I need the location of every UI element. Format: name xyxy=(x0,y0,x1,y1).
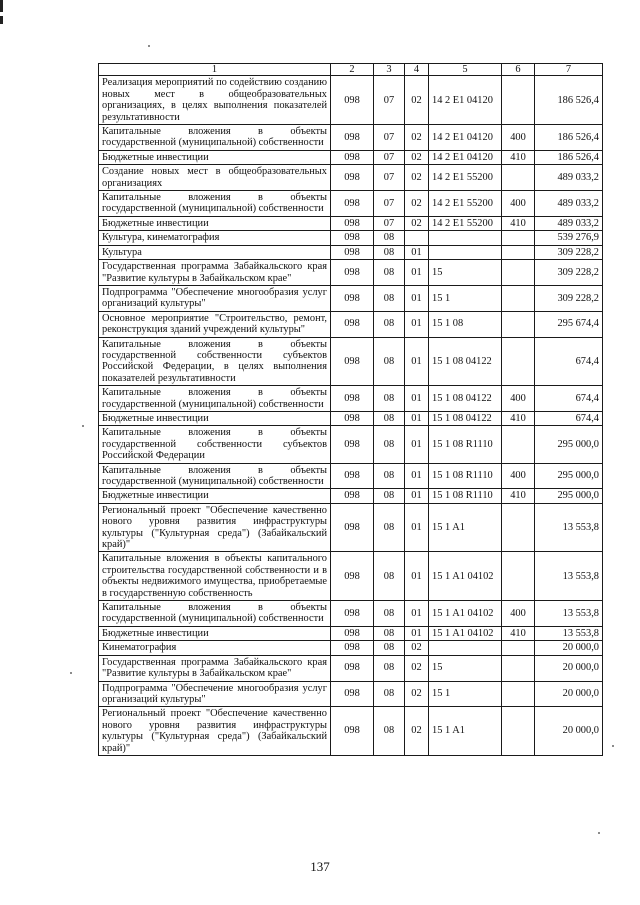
target-article-cell: 14 2 E1 55200 xyxy=(429,191,502,217)
amount-cell: 295 000,0 xyxy=(535,489,603,503)
amount-cell: 186 526,4 xyxy=(535,150,603,164)
target-article-cell: 15 1 A1 xyxy=(429,707,502,756)
table-row xyxy=(99,552,603,601)
ministry-code-cell: 098 xyxy=(331,681,374,707)
subsection-code-cell: 01 xyxy=(405,245,429,259)
target-article-cell: 15 1 08 R1110 xyxy=(429,489,502,503)
ministry-code-cell: 098 xyxy=(331,386,374,412)
amount-cell: 13 553,8 xyxy=(535,626,603,640)
section-code-cell: 08 xyxy=(374,626,405,640)
subsection-code-cell: 01 xyxy=(405,601,429,627)
target-article-cell xyxy=(429,245,502,259)
amount-cell: 20 000,0 xyxy=(535,655,603,681)
expense-type-cell: 410 xyxy=(502,626,535,640)
expense-type-cell xyxy=(502,655,535,681)
subsection-code-cell: 02 xyxy=(405,655,429,681)
ministry-code-cell: 098 xyxy=(331,231,374,245)
amount-cell: 20 000,0 xyxy=(535,641,603,655)
subsection-code-cell: 01 xyxy=(405,260,429,286)
row-name-cell: Региональный проект "Обеспечение качественно нового уровня развития инфраструктуры культуры ("Культурная среда") (Забайкальский край)" xyxy=(99,707,331,756)
expense-type-cell xyxy=(502,245,535,259)
subsection-code-cell: 02 xyxy=(405,681,429,707)
section-code-cell: 08 xyxy=(374,337,405,386)
expense-type-cell xyxy=(502,503,535,552)
subsection-code-cell: 02 xyxy=(405,191,429,217)
ministry-code-cell: 098 xyxy=(331,245,374,259)
amount-cell: 295 000,0 xyxy=(535,463,603,489)
ministry-code-cell: 098 xyxy=(331,216,374,230)
column-header: 5 xyxy=(429,64,502,76)
scan-speck xyxy=(82,425,84,427)
amount-cell: 489 033,2 xyxy=(535,216,603,230)
subsection-code-cell: 01 xyxy=(405,386,429,412)
ministry-code-cell: 098 xyxy=(331,552,374,601)
section-code-cell: 07 xyxy=(374,216,405,230)
row-name-cell: Подпрограмма "Обеспечение многообразия услуг организаций культуры" xyxy=(99,681,331,707)
expense-type-cell xyxy=(502,337,535,386)
target-article-cell: 15 xyxy=(429,260,502,286)
table-row xyxy=(99,655,603,681)
ministry-code-cell: 098 xyxy=(331,165,374,191)
column-header: 2 xyxy=(331,64,374,76)
row-name-cell: Капитальные вложения в объекты государственной (муниципальной) собственности xyxy=(99,125,331,151)
scan-speck xyxy=(598,832,600,834)
table-row xyxy=(99,601,603,627)
amount-cell: 20 000,0 xyxy=(535,681,603,707)
table-row xyxy=(99,641,603,655)
ministry-code-cell: 098 xyxy=(331,601,374,627)
target-article-cell: 15 1 A1 04102 xyxy=(429,626,502,640)
expense-type-cell xyxy=(502,285,535,311)
section-code-cell: 08 xyxy=(374,311,405,337)
target-article-cell: 15 1 A1 04102 xyxy=(429,601,502,627)
section-code-cell: 08 xyxy=(374,231,405,245)
row-name-cell: Бюджетные инвестиции xyxy=(99,489,331,503)
ministry-code-cell: 098 xyxy=(331,150,374,164)
table-row xyxy=(99,76,603,125)
subsection-code-cell: 02 xyxy=(405,641,429,655)
row-name-cell: Бюджетные инвестиции xyxy=(99,150,331,164)
subsection-code-cell: 01 xyxy=(405,503,429,552)
target-article-cell: 15 1 08 R1110 xyxy=(429,463,502,489)
page-number: 137 xyxy=(310,859,330,874)
table-row xyxy=(99,463,603,489)
ministry-code-cell: 098 xyxy=(331,707,374,756)
expense-type-cell: 400 xyxy=(502,191,535,217)
target-article-cell: 15 1 08 04122 xyxy=(429,337,502,386)
section-code-cell: 07 xyxy=(374,191,405,217)
subsection-code-cell: 02 xyxy=(405,76,429,125)
amount-cell: 295 674,4 xyxy=(535,311,603,337)
ministry-code-cell: 098 xyxy=(331,463,374,489)
row-name-cell: Капитальные вложения в объекты государственной (муниципальной) собственности xyxy=(99,601,331,627)
subsection-code-cell: 01 xyxy=(405,285,429,311)
expense-type-cell: 410 xyxy=(502,489,535,503)
row-name-cell: Капитальные вложения в объекты государственной (муниципальной) собственности xyxy=(99,386,331,412)
row-name-cell: Государственная программа Забайкальского края "Развитие культуры в Забайкальском крае" xyxy=(99,260,331,286)
section-code-cell: 08 xyxy=(374,386,405,412)
row-name-cell: Бюджетные инвестиции xyxy=(99,411,331,425)
amount-cell: 295 000,0 xyxy=(535,426,603,463)
table-row xyxy=(99,125,603,151)
target-article-cell xyxy=(429,641,502,655)
column-header: 4 xyxy=(405,64,429,76)
column-header: 3 xyxy=(374,64,405,76)
ministry-code-cell: 098 xyxy=(331,191,374,217)
row-name-cell: Культура xyxy=(99,245,331,259)
section-code-cell: 08 xyxy=(374,681,405,707)
expense-type-cell: 410 xyxy=(502,150,535,164)
target-article-cell: 15 1 xyxy=(429,285,502,311)
table-row xyxy=(99,626,603,640)
row-name-cell: Культура, кинематография xyxy=(99,231,331,245)
page-edge-mark xyxy=(0,0,3,12)
table-row xyxy=(99,285,603,311)
section-code-cell: 08 xyxy=(374,260,405,286)
section-code-cell: 08 xyxy=(374,245,405,259)
scan-speck xyxy=(612,745,614,747)
page-edge-mark xyxy=(0,16,3,24)
amount-cell: 20 000,0 xyxy=(535,707,603,756)
table-body xyxy=(99,76,603,756)
ministry-code-cell: 098 xyxy=(331,285,374,311)
row-name-cell: Подпрограмма "Обеспечение многообразия услуг организаций культуры" xyxy=(99,285,331,311)
ministry-code-cell: 098 xyxy=(331,411,374,425)
section-code-cell: 08 xyxy=(374,489,405,503)
amount-cell: 489 033,2 xyxy=(535,191,603,217)
table-row xyxy=(99,311,603,337)
subsection-code-cell: 02 xyxy=(405,165,429,191)
amount-cell: 489 033,2 xyxy=(535,165,603,191)
target-article-cell xyxy=(429,231,502,245)
expense-type-cell xyxy=(502,707,535,756)
table-row xyxy=(99,411,603,425)
amount-cell: 13 553,8 xyxy=(535,601,603,627)
target-article-cell: 14 2 E1 04120 xyxy=(429,76,502,125)
table-row xyxy=(99,231,603,245)
row-name-cell: Реализация мероприятий по содействию созданию новых мест в общеобразовательных организациях, в целях выполнения показателей результативности xyxy=(99,76,331,125)
expense-type-cell xyxy=(502,311,535,337)
table-header-row xyxy=(99,64,603,76)
table-row xyxy=(99,191,603,217)
row-name-cell: Создание новых мест в общеобразовательных организациях xyxy=(99,165,331,191)
column-header: 7 xyxy=(535,64,603,76)
expense-type-cell: 410 xyxy=(502,411,535,425)
table-row xyxy=(99,216,603,230)
ministry-code-cell: 098 xyxy=(331,426,374,463)
target-article-cell: 15 1 08 04122 xyxy=(429,386,502,412)
table-row xyxy=(99,165,603,191)
amount-cell: 674,4 xyxy=(535,411,603,425)
column-header: 6 xyxy=(502,64,535,76)
expense-type-cell xyxy=(502,552,535,601)
column-header: 1 xyxy=(99,64,331,76)
section-code-cell: 08 xyxy=(374,463,405,489)
target-article-cell: 14 2 E1 04120 xyxy=(429,150,502,164)
table-row xyxy=(99,681,603,707)
amount-cell: 539 276,9 xyxy=(535,231,603,245)
row-name-cell: Основное мероприятие "Строительство, ремонт, реконструкция зданий учреждений культуры" xyxy=(99,311,331,337)
subsection-code-cell: 01 xyxy=(405,463,429,489)
section-code-cell: 07 xyxy=(374,125,405,151)
amount-cell: 13 553,8 xyxy=(535,552,603,601)
expense-type-cell: 410 xyxy=(502,216,535,230)
expense-type-cell xyxy=(502,165,535,191)
subsection-code-cell: 01 xyxy=(405,426,429,463)
table-row xyxy=(99,150,603,164)
section-code-cell: 07 xyxy=(374,76,405,125)
target-article-cell: 15 1 xyxy=(429,681,502,707)
amount-cell: 309 228,2 xyxy=(535,285,603,311)
table-row xyxy=(99,426,603,463)
amount-cell: 13 553,8 xyxy=(535,503,603,552)
ministry-code-cell: 098 xyxy=(331,489,374,503)
target-article-cell: 15 1 08 xyxy=(429,311,502,337)
ministry-code-cell: 098 xyxy=(331,655,374,681)
budget-table xyxy=(98,63,603,756)
row-name-cell: Кинематография xyxy=(99,641,331,655)
expense-type-cell: 400 xyxy=(502,463,535,489)
section-code-cell: 08 xyxy=(374,707,405,756)
ministry-code-cell: 098 xyxy=(331,337,374,386)
section-code-cell: 08 xyxy=(374,426,405,463)
expense-type-cell: 400 xyxy=(502,601,535,627)
target-article-cell: 15 1 A1 xyxy=(429,503,502,552)
subsection-code-cell: 01 xyxy=(405,337,429,386)
target-article-cell: 14 2 E1 04120 xyxy=(429,125,502,151)
ministry-code-cell: 098 xyxy=(331,125,374,151)
amount-cell: 674,4 xyxy=(535,386,603,412)
target-article-cell: 15 1 08 04122 xyxy=(429,411,502,425)
amount-cell: 186 526,4 xyxy=(535,76,603,125)
section-code-cell: 08 xyxy=(374,655,405,681)
target-article-cell: 14 2 E1 55200 xyxy=(429,165,502,191)
row-name-cell: Капитальные вложения в объекты государственной собственности субъектов Российской Федерации, в целях выполнения показателей результативности xyxy=(99,337,331,386)
ministry-code-cell: 098 xyxy=(331,626,374,640)
table-row xyxy=(99,489,603,503)
amount-cell: 309 228,2 xyxy=(535,245,603,259)
scan-speck xyxy=(148,45,150,47)
target-article-cell: 14 2 E1 55200 xyxy=(429,216,502,230)
section-code-cell: 08 xyxy=(374,285,405,311)
amount-cell: 309 228,2 xyxy=(535,260,603,286)
section-code-cell: 07 xyxy=(374,165,405,191)
expense-type-cell: 400 xyxy=(502,125,535,151)
section-code-cell: 08 xyxy=(374,503,405,552)
target-article-cell: 15 1 08 R1110 xyxy=(429,426,502,463)
row-name-cell: Государственная программа Забайкальского края "Развитие культуры в Забайкальском крае" xyxy=(99,655,331,681)
subsection-code-cell: 01 xyxy=(405,626,429,640)
expense-type-cell xyxy=(502,641,535,655)
subsection-code-cell xyxy=(405,231,429,245)
target-article-cell: 15 xyxy=(429,655,502,681)
row-name-cell: Бюджетные инвестиции xyxy=(99,626,331,640)
subsection-code-cell: 01 xyxy=(405,489,429,503)
expense-type-cell xyxy=(502,681,535,707)
section-code-cell: 08 xyxy=(374,601,405,627)
target-article-cell: 15 1 A1 04102 xyxy=(429,552,502,601)
expense-type-cell xyxy=(502,76,535,125)
subsection-code-cell: 02 xyxy=(405,125,429,151)
ministry-code-cell: 098 xyxy=(331,503,374,552)
amount-cell: 674,4 xyxy=(535,337,603,386)
ministry-code-cell: 098 xyxy=(331,260,374,286)
expense-type-cell: 400 xyxy=(502,386,535,412)
section-code-cell: 08 xyxy=(374,552,405,601)
subsection-code-cell: 02 xyxy=(405,216,429,230)
section-code-cell: 08 xyxy=(374,641,405,655)
expense-type-cell xyxy=(502,231,535,245)
row-name-cell: Капитальные вложения в объекты государственной (муниципальной) собственности xyxy=(99,191,331,217)
ministry-code-cell: 098 xyxy=(331,641,374,655)
subsection-code-cell: 01 xyxy=(405,411,429,425)
table-row xyxy=(99,503,603,552)
row-name-cell: Бюджетные инвестиции xyxy=(99,216,331,230)
table-row xyxy=(99,245,603,259)
subsection-code-cell: 01 xyxy=(405,311,429,337)
ministry-code-cell: 098 xyxy=(331,76,374,125)
amount-cell: 186 526,4 xyxy=(535,125,603,151)
section-code-cell: 08 xyxy=(374,411,405,425)
table-row xyxy=(99,707,603,756)
expense-type-cell xyxy=(502,426,535,463)
row-name-cell: Региональный проект "Обеспечение качественно нового уровня развития инфраструктуры культуры ("Культурная среда") (Забайкальский край)" xyxy=(99,503,331,552)
row-name-cell: Капитальные вложения в объекты государственной (муниципальной) собственности xyxy=(99,463,331,489)
scan-speck xyxy=(70,672,72,674)
subsection-code-cell: 02 xyxy=(405,707,429,756)
subsection-code-cell: 02 xyxy=(405,150,429,164)
table-row xyxy=(99,337,603,386)
row-name-cell: Капитальные вложения в объекты государственной собственности субъектов Российской Федерации xyxy=(99,426,331,463)
row-name-cell: Капитальные вложения в объекты капитального строительства государственной собственности и в объекты недвижимого имущества, приобретаемые в государственную собственность xyxy=(99,552,331,601)
ministry-code-cell: 098 xyxy=(331,311,374,337)
table-row xyxy=(99,260,603,286)
section-code-cell: 07 xyxy=(374,150,405,164)
expense-type-cell xyxy=(502,260,535,286)
subsection-code-cell: 01 xyxy=(405,552,429,601)
table-row xyxy=(99,386,603,412)
